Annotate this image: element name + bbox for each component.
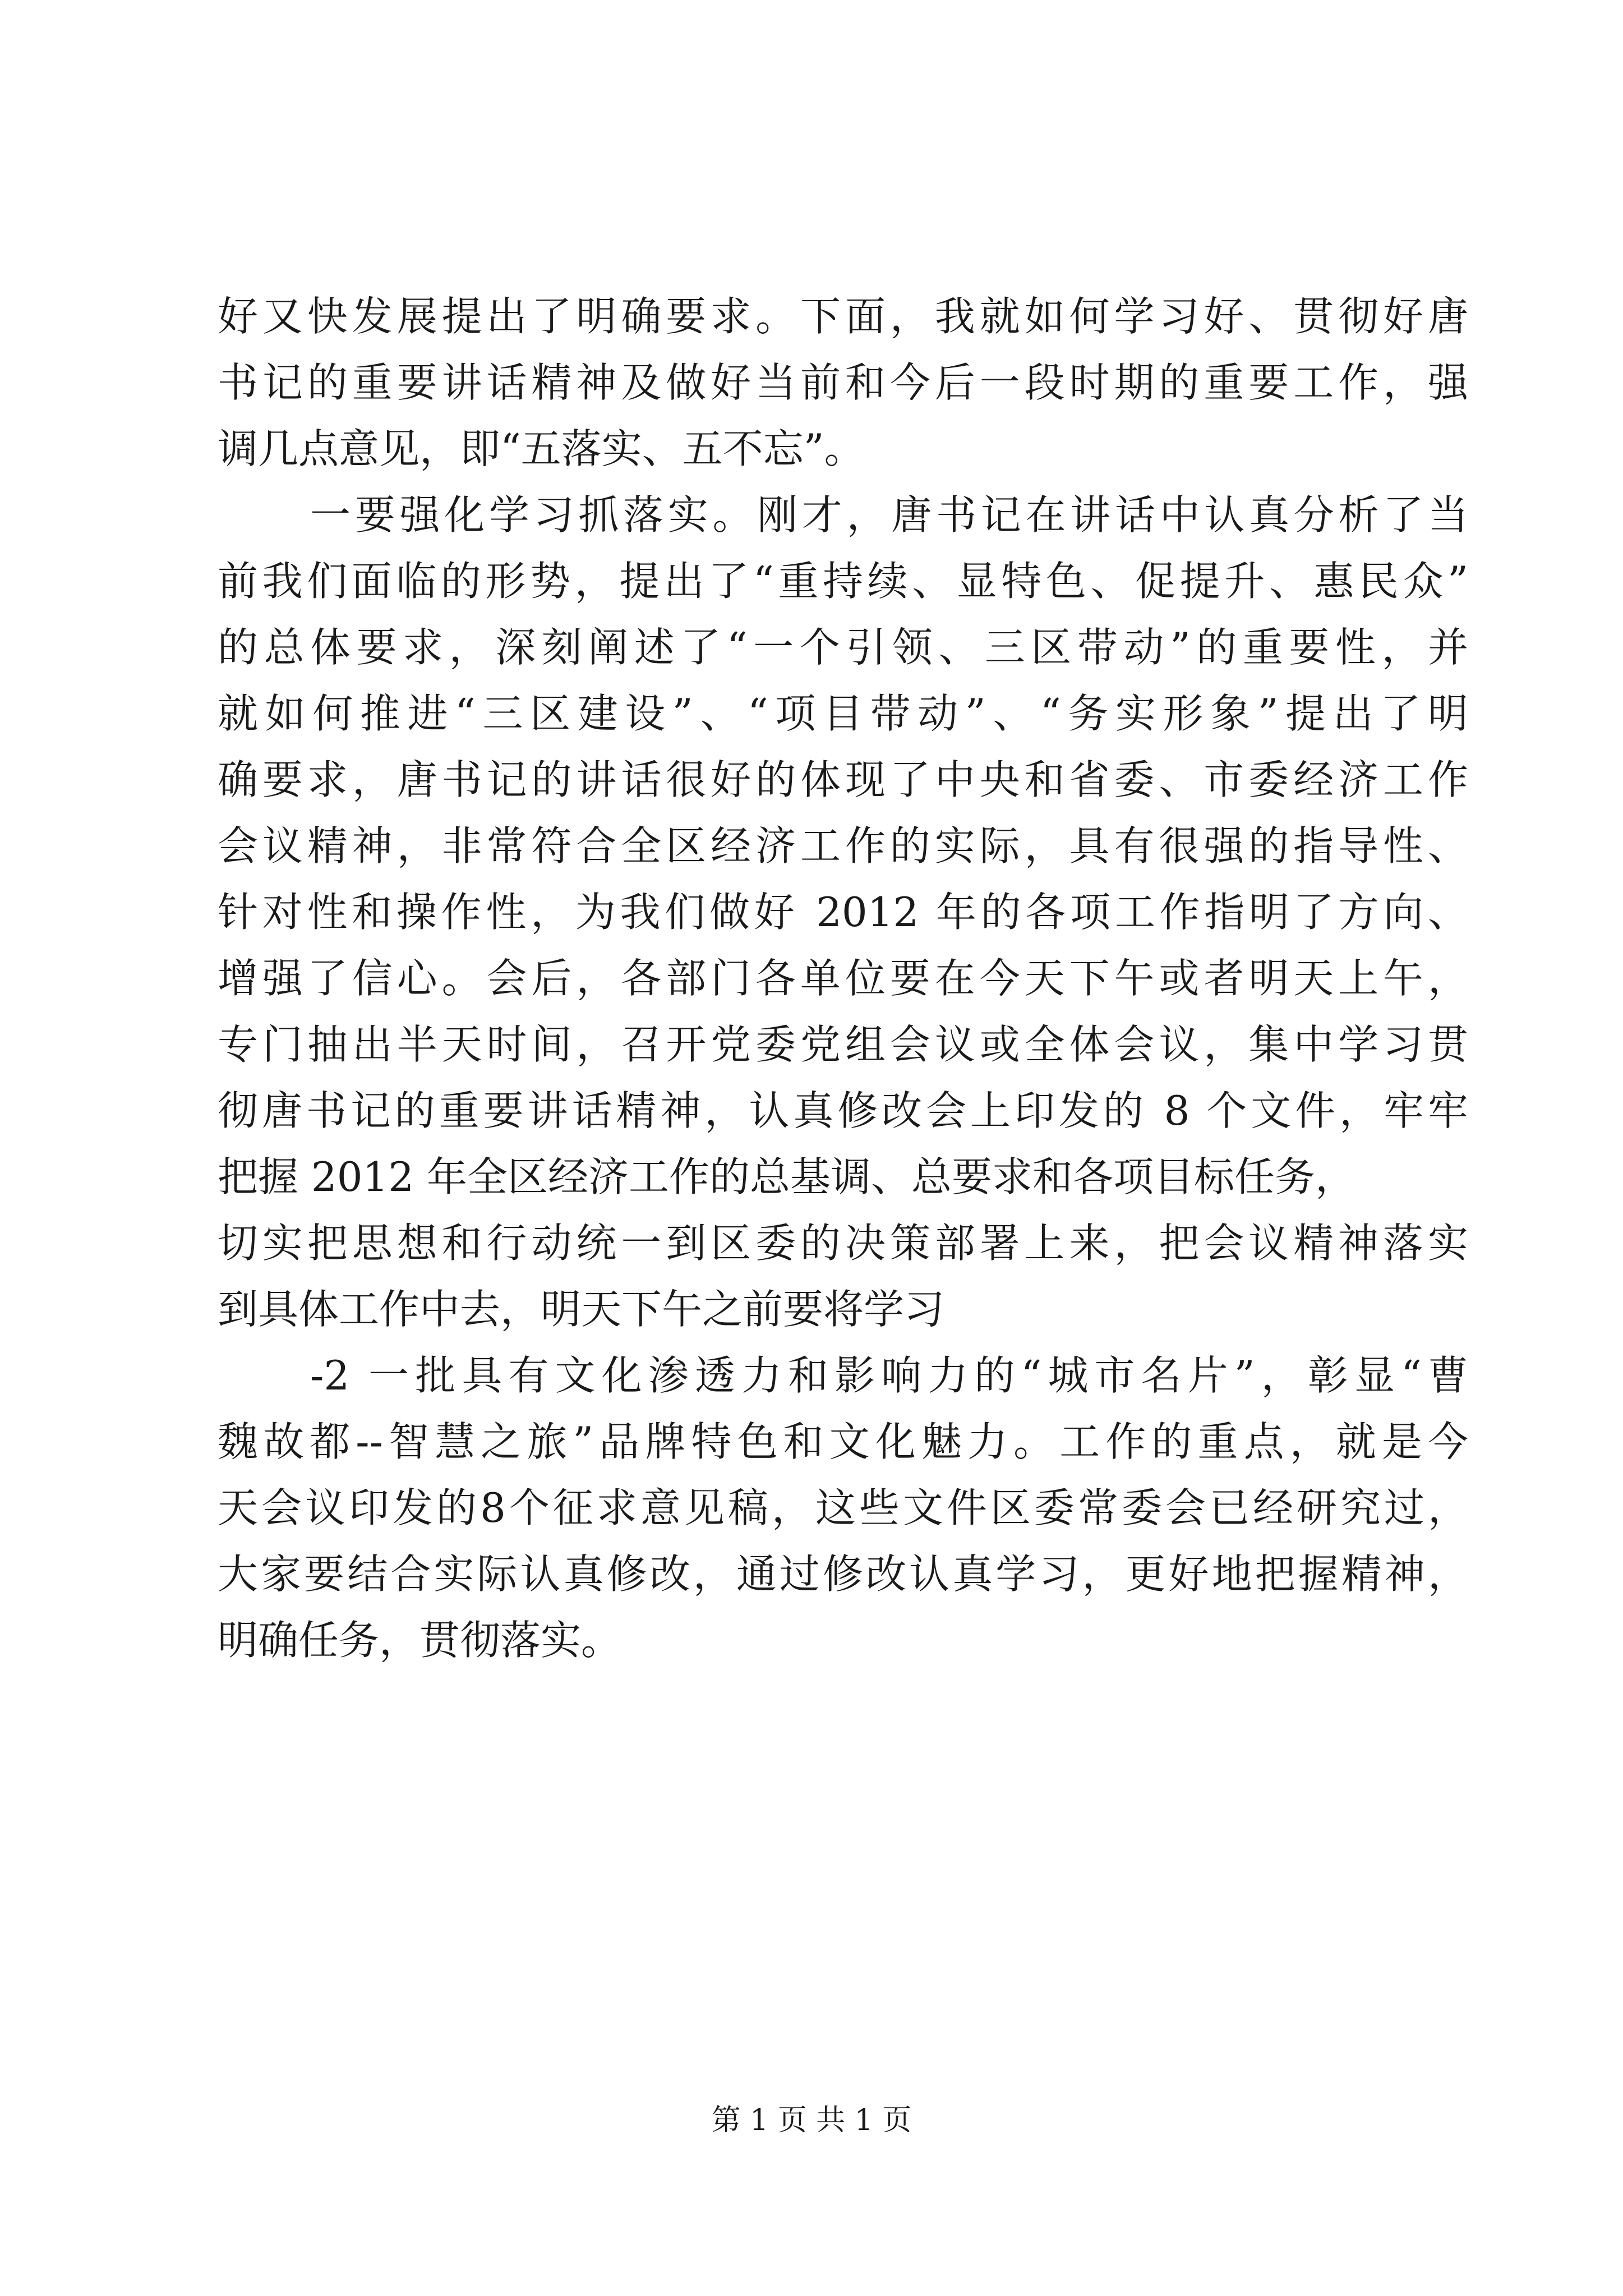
text-line: 前我们面临的形势，提出了“重持续、显特色、促提升、惠民众” xyxy=(218,558,1468,605)
text-line: 魏故都--智慧之旅”品牌特色和文化魅力。工作的重点，就是今 xyxy=(218,1418,1468,1465)
text-line: 切实把思想和行动统一到区委的决策部署上来，把会议精神落实 xyxy=(218,1220,1468,1267)
text-line: 的总体要求，深刻阐述了“一个引领、三区带动”的重要性，并 xyxy=(218,624,1468,671)
paragraph-first-line: 一要强化学习抓落实。刚才，唐书记在讲话中认真分析了当 xyxy=(310,491,1468,539)
text-line: 针对性和操作性，为我们做好 2012 年的各项工作指明了方向、 xyxy=(218,889,1468,936)
paragraph-first-line: -2 一批具有文化渗透力和影响力的“城市名片”，彰显“曹 xyxy=(310,1352,1468,1399)
text-line: 确要求，唐书记的讲话很好的体现了中央和省委、市委经济工作 xyxy=(218,756,1468,803)
text-line: 明确任务，贯彻落实。 xyxy=(218,1617,622,1664)
text-line: 把握 2012 年全区经济工作的总基调、总要求和各项目标任务， xyxy=(218,1153,1356,1200)
text-line: 就如何推进“三区建设”、“项目带动”、“务实形象”提出了明 xyxy=(218,690,1468,737)
body-text xyxy=(218,283,1468,1673)
page-footer: 第 1 页 共 1 页 xyxy=(711,2104,912,2137)
text-line: 书记的重要讲话精神及做好当前和今后一段时期的重要工作，强 xyxy=(218,359,1468,406)
text-line: 好又快发展提出了明确要求。下面，我就如何学习好、贯彻好唐 xyxy=(218,293,1468,340)
text-line: 增强了信心。会后，各部门各单位要在今天下午或者明天上午， xyxy=(218,955,1468,1002)
text-line: 天会议印发的8个征求意见稿，这些文件区委常委会已经研究过， xyxy=(218,1484,1468,1531)
text-line: 到具体工作中去，明天下午之前要将学习 xyxy=(218,1286,945,1333)
text-line: 会议精神，非常符合全区经济工作的实际，具有很强的指导性、 xyxy=(218,822,1468,869)
text-line: 专门抽出半天时间，召开党委党组会议或全体会议，集中学习贯 xyxy=(218,1021,1468,1068)
text-line: 大家要结合实际认真修改，通过修改认真学习，更好地把握精神， xyxy=(218,1550,1468,1598)
text-line: 调几点意见，即“五落实、五不忘”。 xyxy=(218,425,865,472)
text-line: 彻唐书记的重要讲话精神，认真修改会上印发的 8 个文件，牢牢 xyxy=(218,1087,1468,1134)
